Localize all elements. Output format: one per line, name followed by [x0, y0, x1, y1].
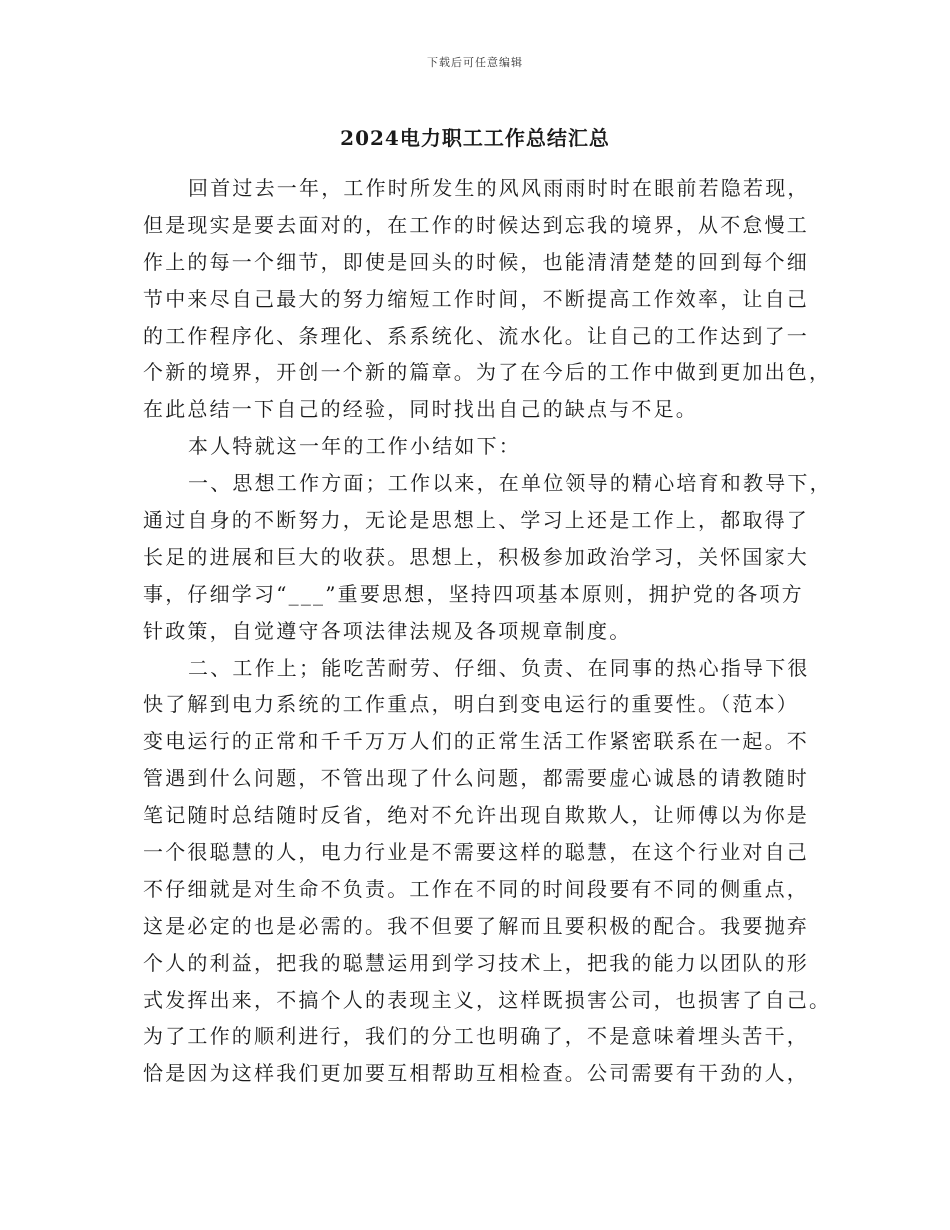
body-line: 恰是因为这样我们更加要互相帮助互相检查。公司需要有干劲的人，: [143, 1061, 809, 1086]
page-header-note: 下载后可任意编辑: [427, 56, 523, 69]
body-line: 的工作程序化、条理化、系系统化、流水化。让自己的工作达到了一: [143, 323, 809, 348]
body-line: 通过自身的不断努力，无论是思想上、学习上还是工作上，都取得了: [143, 508, 809, 533]
document-title: 2024电力职工工作总结汇总: [340, 126, 610, 150]
body-line: 二、工作上；能吃苦耐劳、仔细、负责、在同事的热心指导下很: [188, 655, 810, 680]
body-line: 长足的进展和巨大的收获。思想上，积极参加政治学习，关怀国家大: [143, 544, 809, 569]
body-line: 作上的每一个细节，即使是回头的时候，也能清清楚楚的回到每个细: [143, 249, 809, 274]
body-line: 在此总结一下自己的经验，同时找出自己的缺点与不足。: [143, 397, 698, 422]
body-line: 一个很聪慧的人，电力行业是不需要这样的聪慧，在这个行业对自己: [143, 840, 809, 865]
body-line: 为了工作的顺利进行，我们的分工也明确了，不是意味着埋头苦干，: [143, 1024, 809, 1049]
body-line: 不仔细就是对生命不负责。工作在不同的时间段要有不同的侧重点，: [143, 876, 809, 901]
body-line: 这是必定的也是必需的。我不但要了解而且要积极的配合。我要抛弃: [143, 913, 809, 938]
body-line: 管遇到什么问题，不管出现了什么问题，都需要虚心诚恳的请教随时: [143, 766, 809, 791]
body-line: 针政策，自觉遵守各项法律法规及各项规章制度。: [143, 618, 632, 643]
body-line: 事，仔细学习“___”重要思想，坚持四项基本原则，拥护党的各项方: [143, 581, 804, 606]
body-line: 个新的境界，开创一个新的篇章。为了在今后的工作中做到更加出色，: [143, 360, 832, 385]
body-line: 回首过去一年，工作时所发生的风风雨雨时时在眼前若隐若现，: [188, 176, 810, 200]
body-line: 笔记随时总结随时反省，绝对不允许出现自欺欺人，让师傅以为你是: [143, 803, 809, 828]
body-line: 本人特就这一年的工作小结如下：: [188, 434, 521, 459]
body-line: 变电运行的正常和千千万万人们的正常生活工作紧密联系在一起。不: [143, 729, 809, 754]
document-body: [143, 170, 832, 1092]
body-line: 个人的利益，把我的聪慧运用到学习技术上，把我的能力以团队的形: [143, 950, 809, 975]
body-line: 一、思想工作方面；工作以来，在单位领导的精心培育和教导下，: [188, 471, 832, 496]
body-line: 但是现实是要去面对的，在工作的时候达到忘我的境界，从不怠慢工: [143, 212, 809, 237]
body-line: 式发挥出来，不搞个人的表现主义，这样既损害公司，也损害了自己。: [143, 987, 832, 1012]
body-line: 快了解到电力系统的工作重点，明白到变电运行的重要性。（范本）: [143, 692, 799, 717]
body-line: 节中来尽自己最大的努力缩短工作时间，不断提高工作效率，让自己: [143, 286, 809, 311]
